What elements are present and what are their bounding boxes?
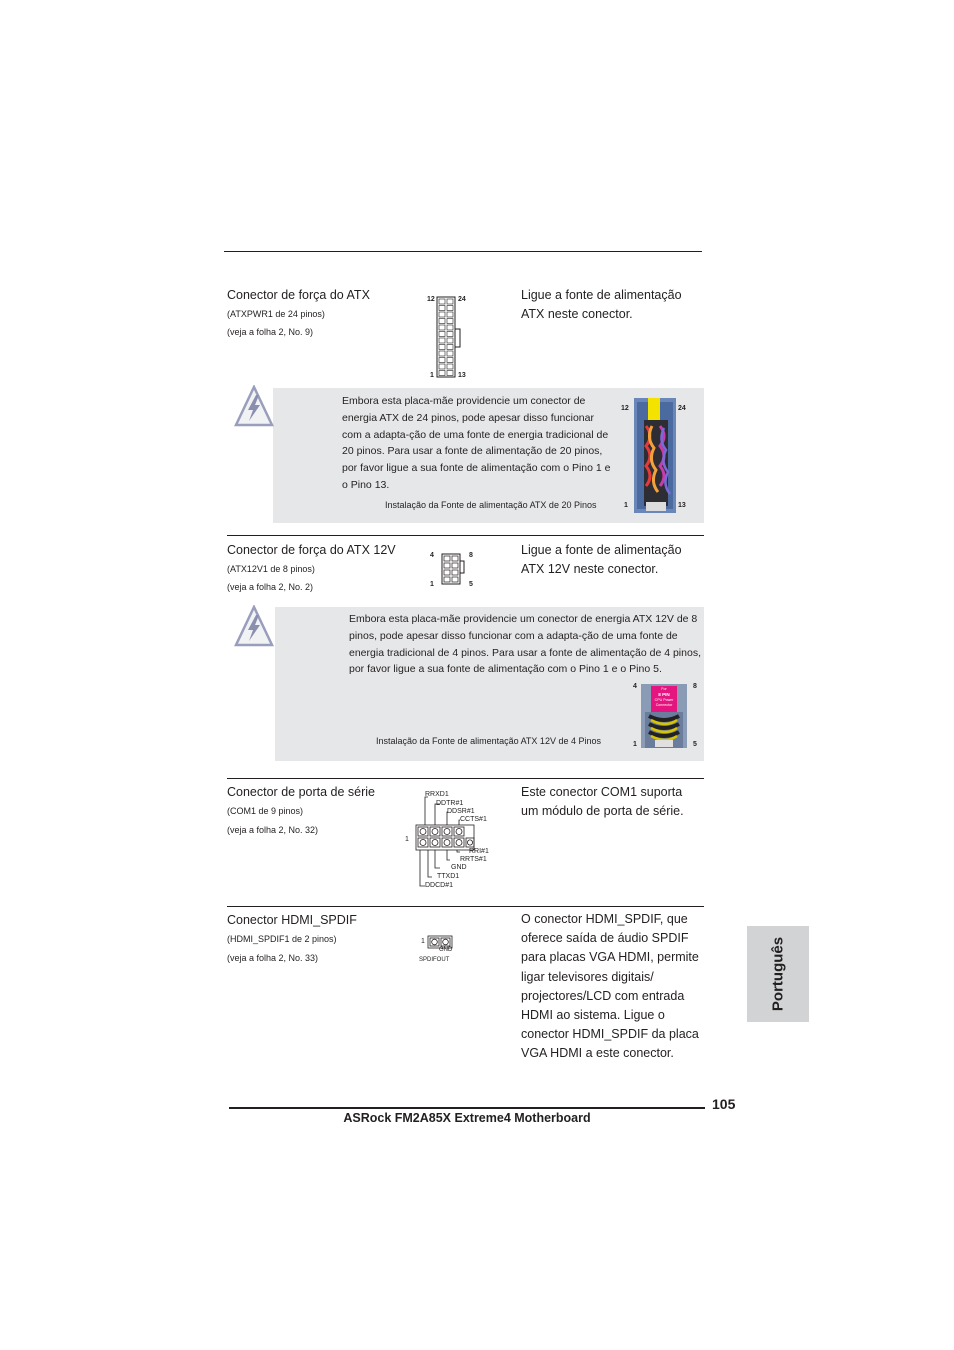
atx12v-reference: (veja a folha 2, No. 2) (227, 582, 314, 592)
hdmi-description-line: projectores/LCD com entrada (521, 988, 685, 1003)
hdmi-description-line: O conector HDMI_SPDIF, que (521, 912, 688, 926)
com-pin-ddsr1: DDSR#1 (447, 808, 475, 815)
atx24-description-line2: ATX neste conector. (521, 307, 633, 321)
atx12v-pin-label-5: 5 (469, 581, 473, 588)
note-4pin-label-1: 1 (633, 741, 637, 748)
hdmi-pin-spdifout: SPDIFOUT (419, 957, 450, 963)
hdmi-description-line: oferece saída de áudio SPDIF (521, 931, 689, 946)
note-24pin-label-24: 24 (678, 405, 686, 412)
atx12v-title: Conector de força do ATX 12V (227, 543, 396, 557)
note-4pin-label-4: 4 (633, 683, 637, 690)
atx12v-pin-count: (ATX12V1 de 8 pinos) (227, 564, 315, 574)
com-pin-ttxd1: TTXD1 (437, 873, 460, 880)
atx12v-description-line2: ATX 12V neste conector. (521, 562, 659, 576)
photo-label-for: For (661, 687, 667, 691)
atx24-pin-count: (ATXPWR1 de 24 pinos) (227, 309, 325, 319)
com-pin-count: (COM1 de 9 pinos) (227, 806, 304, 816)
atx12v-description-line1: Ligue a fonte de alimentação (521, 543, 682, 557)
language-tab (747, 926, 809, 1022)
com-pin-rrts1: RRTS#1 (460, 856, 487, 863)
atx24-adapter-photo (634, 398, 676, 513)
note-4pin-text: Embora esta placa-mãe providencie um conector de energia ATX 12V de 8 pinos, pode apesar disso funcionar com a adapta-ção de uma fonte de energia tradicional de 4 pinos. Para usar a fonte de alimentação de 4 pinos, por favor ligue a sua fonte de alimentação com o Pino 1 e o Pino 5. (349, 613, 701, 676)
atx24-pin-label-1: 1 (430, 372, 434, 379)
top-rule (224, 251, 702, 252)
hdmi-description-line: conector HDMI_SPDIF da placa (521, 1027, 699, 1042)
photo-label-8pin: 8 PIN (658, 692, 670, 698)
atx24-pin-label-12: 12 (427, 296, 435, 303)
rule-com (227, 778, 704, 779)
atx24-title: Conector de força do ATX (227, 288, 370, 302)
atx24-pin-label-13: 13 (458, 372, 466, 379)
hdmi-description (521, 910, 699, 1064)
com-description-line1: Este conector COM1 suporta (521, 785, 683, 799)
atx24-connector-diagram (436, 296, 462, 380)
rule-atx12v (227, 535, 704, 536)
footer-rule (229, 1107, 705, 1109)
note-24pin-text: Embora esta placa-mãe providencie um conector de energia ATX de 24 pinos, pode apesar disso funcionar com a adapta-ção de uma fonte de energia tradicional de 20 pinos. Para usar a fonte de alimentação de 20 pinos, por favor ligue a sua fonte de alimentação com o Pino 1 e o Pino 13. (342, 395, 611, 491)
com-pin-rri1: RRI#1 (469, 848, 489, 855)
atx24-description-line1: Ligue a fonte de alimentação (521, 288, 682, 302)
rule-hdmi (227, 906, 704, 907)
hdmi-pin-1: 1 (421, 938, 425, 945)
com-description-line2: um módulo de porta de série. (521, 804, 684, 818)
hdmi-title: Conector HDMI_SPDIF (227, 913, 357, 927)
com-reference: (veja a folha 2, No. 32) (227, 825, 319, 835)
atx24-reference: (veja a folha 2, No. 9) (227, 327, 314, 337)
atx24-pin-label-24: 24 (458, 296, 466, 303)
com-pin-ddtr1: DDTR#1 (436, 800, 464, 807)
note-4pin-caption: Instalação da Fonte de alimentação ATX 12V de 4 Pinos (376, 736, 601, 746)
language-tab-label: Português (769, 936, 787, 1012)
hdmi-pin-count: (HDMI_SPDIF1 de 2 pinos) (227, 934, 337, 944)
hdmi-description-line: VGA HDMI a este conector. (521, 1046, 674, 1061)
com-pin-ccts1: CCTS#1 (460, 816, 487, 823)
atx12v-pin-label-1: 1 (430, 581, 434, 588)
note-4pin-label-5: 5 (693, 741, 697, 748)
atx12v-adapter-photo (641, 684, 687, 748)
atx12v-pin-label-8: 8 (469, 552, 473, 559)
note-24pin-label-1: 1 (624, 502, 628, 509)
note-24pin-label-12: 12 (621, 405, 629, 412)
note-24pin-caption: Instalação da Fonte de alimentação ATX de 20 Pinos (385, 500, 597, 510)
warning-icon (234, 605, 274, 647)
product-name: ASRock FM2A85X Extreme4 Motherboard (343, 1111, 591, 1125)
warning-icon (234, 385, 274, 427)
hdmi-description-line: ligar televisores digitais/ (521, 969, 654, 984)
hdmi-description-line: para placas VGA HDMI, permite (521, 950, 699, 965)
hdmi-pin-gnd: GND (439, 947, 453, 953)
com-pin-gnd: GND (451, 864, 467, 871)
com-title: Conector de porta de série (227, 785, 376, 799)
com-pin-1: 1 (405, 836, 409, 843)
atx12v-connector-diagram (441, 553, 465, 587)
page-number: 105 (712, 1096, 736, 1112)
hdmi-reference: (veja a folha 2, No. 33) (227, 953, 319, 963)
atx12v-pin-label-4: 4 (430, 552, 434, 559)
com-pin-rrxd1: RRXD1 (425, 791, 449, 798)
com-pin-ddcd1: DDCD#1 (425, 882, 454, 889)
photo-label-connector: Connector (655, 703, 673, 708)
note-24pin-label-13: 13 (678, 502, 686, 509)
note-4pin-label-8: 8 (693, 683, 697, 690)
photo-label-cpu: CPU Power (654, 697, 674, 702)
hdmi-description-line: HDMI ao sistema. Ligue o (521, 1008, 665, 1023)
